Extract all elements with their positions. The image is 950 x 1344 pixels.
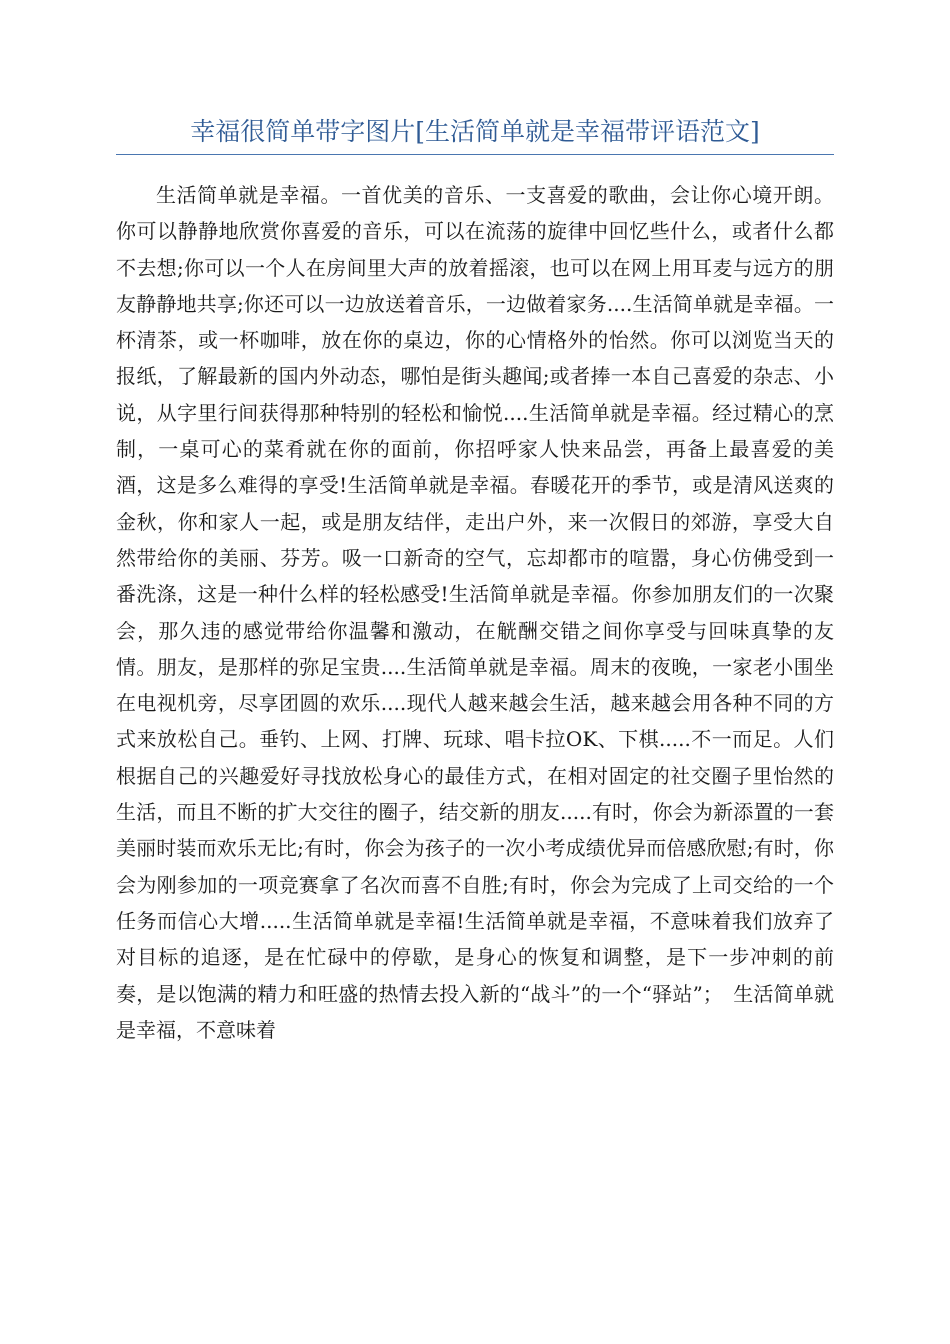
- document-body-paragraph: 生活简单就是幸福。一首优美的音乐、一支喜爱的歌曲，会让你心境开朗。你可以静静地欣赏你喜爱的音乐，可以在流荡的旋律中回忆些什么，或者什么都不去想;你可以一个人在房间里大声的放着摇滚，也可以在网上用耳麦与远方的朋友静静地共享;你还可以一边放送着音乐，一边做着家务....生活简单就是幸福。一杯清茶，或一杯咖啡，放在你的桌边，你的心情格外的怡然。你可以浏览当天的报纸，了解最新的国内外动态，哪怕是街头趣闻;或者捧一本自己喜爱的杂志、小说，从字里行间获得那种特别的轻松和愉悦....生活简单就是幸福。经过精心的烹制，一桌可心的菜肴就在你的面前，你招呼家人快来品尝，再备上最喜爱的美酒，这是多么难得的享受!生活简单就是幸福。春暖花开的季节，或是清风送爽的金秋，你和家人一起，或是朋友结伴，走出户外，来一次假日的郊游，享受大自然带给你的美丽、芬芳。吸一口新奇的空气，忘却都市的喧嚣，身心仿佛受到一番洗涤，这是一种什么样的轻松感受!生活简单就是幸福。你参加朋友们的一次聚会，那久违的感觉带给你温馨和激动，在觥酬交错之间你享受与回味真挚的友情。朋友，是那样的弥足宝贵....生活简单就是幸福。周末的夜晚，一家老小围坐在电视机旁，尽享团圆的欢乐....现代人越来越会生活，越来越会用各种不同的方式来放松自己。垂钓、上网、打牌、玩球、唱卡拉OK、下棋.....不一而足。人们根据自己的兴趣爱好寻找放松身心的最佳方式，在相对固定的社交圈子里怡然的生活，而且不断的扩大交往的圈子，结交新的朋友.....有时，你会为新添置的一套美丽时装而欢乐无比;有时，你会为孩子的一次小考成绩优异而倍感欣慰;有时，你会为刚参加的一项竞赛拿了名次而喜不自胜;有时，你会为完成了上司交给的一个任务而信心大增.....生活简单就是幸福!生活简单就是幸福，不意味着我们放弃了对目标的追逐，是在忙碌中的停歇，是身心的恢复和调整，是下一步冲刺的前奏，是以饱满的精力和旺盛的热情去投入新的“战斗”的一个“驿站”； 生活简单就是幸福，不意味着: [116, 183, 834, 1042]
- title-underline-divider: [116, 154, 834, 155]
- document-title: 幸福很简单带字图片[生活简单就是幸福带评语范文]: [190, 117, 760, 146]
